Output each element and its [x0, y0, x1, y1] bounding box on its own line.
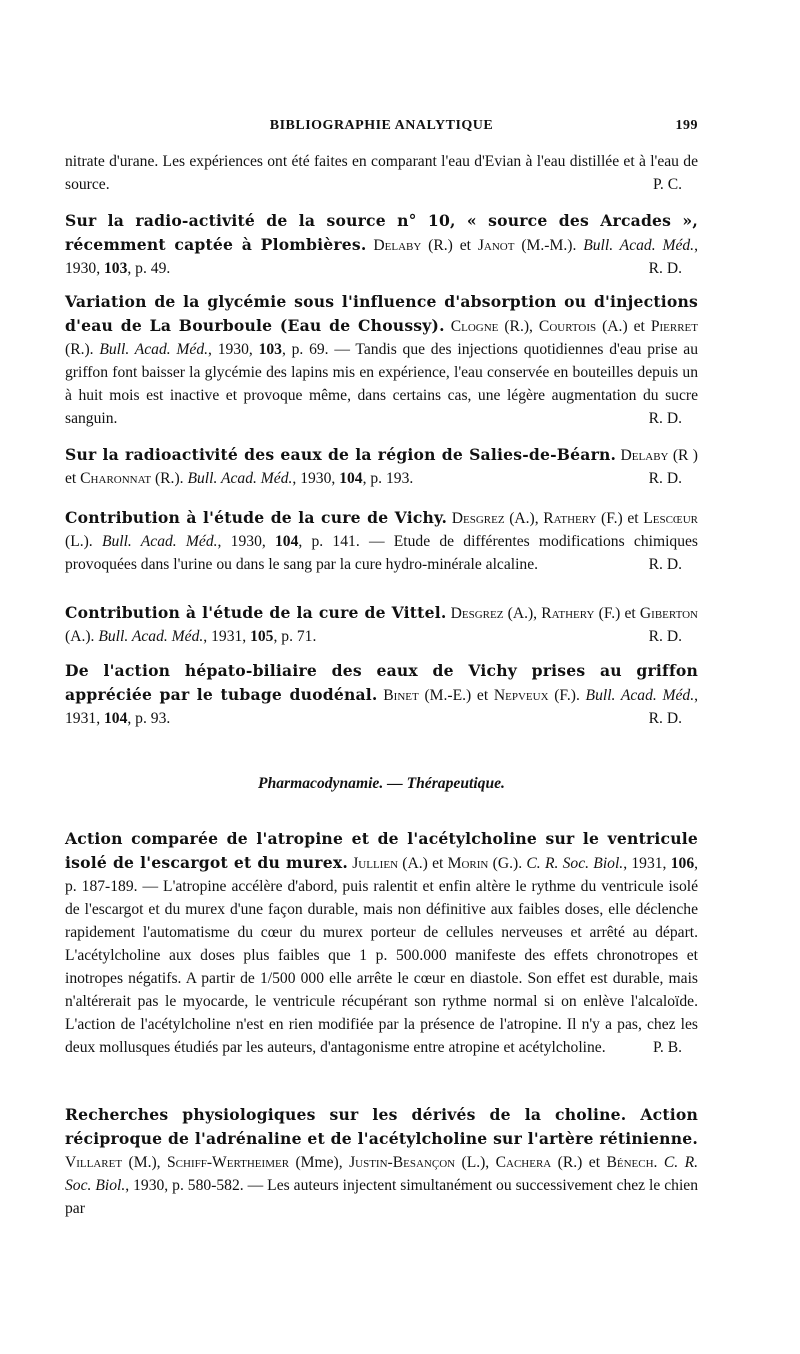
author-initials: (R.),	[498, 318, 539, 335]
author-initials: (R.) et	[421, 237, 478, 254]
author: Justin-Besançon	[349, 1154, 456, 1171]
author-initials: (A.) et	[596, 318, 651, 335]
author: Desgrez	[450, 605, 504, 622]
author-initials: (A.) et	[398, 855, 448, 872]
entry-1	[65, 209, 698, 280]
entry-title: Variation de la glycémie sous l'influence d'absorption ou d'injections d'eau de La Bourboule (Eau de Choussy).	[65, 292, 698, 335]
author-initials: (F.).	[548, 687, 586, 704]
entry-title: De l'action hépato-biliaire des eaux de Vichy prises au griffon appréciée par le tubage duodénal.	[65, 661, 698, 704]
author: Binet	[383, 687, 419, 704]
entry-4	[65, 506, 698, 576]
volume: 103	[258, 341, 282, 358]
volume: 104	[339, 470, 363, 487]
author: Nepveux	[493, 687, 549, 704]
author: Bénech	[606, 1154, 654, 1171]
entry-title: Contribution à l'étude de la cure de Vichy.	[65, 508, 448, 527]
volume: 104	[103, 710, 128, 727]
author-initials: (F.) et	[596, 510, 644, 527]
journal: Bull. Acad. Méd.	[98, 628, 204, 645]
pages: , p. 141. — Etude de différentes modifications chimiques provoquées dans l'urine ou dans le sang par la cure hydro-minérale alcaline.	[65, 533, 698, 573]
journal: Bull. Acad. Méd.	[99, 341, 209, 358]
year: , 1930,	[65, 237, 698, 277]
year: , 1930, p. 580-582.	[125, 1177, 244, 1194]
pages: — Les auteurs injectent simultanément ou successivement chez le chien par	[65, 1177, 699, 1217]
entry-signature: P. C.	[652, 176, 682, 193]
entry-0	[65, 150, 698, 196]
author: Janot	[477, 237, 515, 254]
author-initials: (L.),	[455, 1154, 496, 1171]
year: , 1930,	[292, 470, 340, 487]
year: , 1930,	[208, 341, 259, 358]
section-heading: Pharmacodynamie. — Thérapeutique.	[258, 775, 505, 792]
volume: 104	[274, 533, 299, 550]
year: , 1931,	[65, 687, 699, 727]
pages: , p. 71.	[273, 628, 317, 645]
author: Villaret	[65, 1154, 123, 1171]
journal: C. R. Soc. Biol.	[526, 855, 624, 872]
journal: Bull. Acad. Méd.	[585, 687, 695, 704]
volume: 103	[103, 260, 128, 277]
journal: Bull. Acad. Méd.	[101, 533, 218, 550]
entry-3	[65, 443, 698, 490]
volume: 105	[250, 628, 274, 645]
author-initials: (M.),	[122, 1154, 167, 1171]
entry-5	[65, 601, 698, 648]
entry-title: Sur la radioactivité des eaux de la région de Salies-de-Béarn.	[65, 445, 617, 464]
author-initials: (G.).	[488, 855, 527, 872]
entry-signature: R. D.	[648, 410, 682, 427]
author: Charonnat	[80, 470, 152, 487]
author: Rathery	[543, 510, 597, 527]
author-initials: (F.) et	[594, 605, 640, 622]
page-number: 199	[675, 118, 698, 133]
entry-2	[65, 290, 698, 430]
header-title: BIBLIOGRAPHIE ANALYTIQUE	[269, 118, 494, 133]
pages: , p. 93.	[127, 710, 171, 727]
author-initials: .	[653, 1154, 664, 1171]
entry-title: Sur la radio-activité de la source n° 10, « source des Arcades », récemment captée à Plombières.	[65, 211, 698, 254]
author-initials: (Mme),	[289, 1154, 350, 1171]
journal: Bull. Acad. Méd.	[583, 237, 695, 254]
author: Schiff-Wertheimer	[166, 1154, 290, 1171]
author-initials: (R.).	[151, 470, 188, 487]
entry-signature: R. D.	[648, 556, 682, 573]
entry-signature: R. D.	[648, 470, 682, 487]
entry-title: Recherches physiologiques sur les dérivés de la choline. Action réciproque de l'adrénaline et de l'acétylcholine sur l'artère rétinienne.	[65, 1105, 698, 1148]
author: Clogne	[450, 318, 499, 335]
year: , 1931,	[623, 855, 671, 872]
author: Jullien	[352, 855, 399, 872]
author-initials: (A.),	[503, 605, 542, 622]
journal: C. R. Soc. Biol.	[65, 1154, 699, 1194]
author: Courtois	[538, 318, 597, 335]
author: Rathery	[541, 605, 595, 622]
entry-signature: R. D.	[648, 260, 682, 277]
entry-title: Action comparée de l'atropine et de l'acétylcholine sur le ventricule isolé de l'escargot et du murex.	[65, 829, 698, 872]
author-initials: (A.),	[504, 510, 544, 527]
entry-signature: R. D.	[648, 710, 682, 727]
entry-signature: R. D.	[648, 628, 682, 645]
author: Pierret	[650, 318, 698, 335]
entry-8	[65, 1103, 698, 1220]
entry-text: nitrate d'urane. Les expériences ont été faites en comparant l'eau d'Evian à l'eau distillée et à l'eau de source.	[65, 153, 698, 193]
entry-7	[65, 827, 698, 1059]
entry-6	[65, 659, 698, 730]
volume: 106	[670, 855, 695, 872]
entry-signature: P. B.	[652, 1039, 682, 1056]
author: Morin	[447, 855, 489, 872]
author: Desgrez	[451, 510, 505, 527]
author: Cachera	[495, 1154, 552, 1171]
pages: , p. 193.	[362, 470, 414, 487]
author-initials: (A.).	[65, 628, 99, 645]
entry-title: Contribution à l'étude de la cure de Vittel.	[65, 603, 447, 622]
author-initials: (R.).	[65, 341, 100, 358]
pages: , p. 187-189. — L'atropine accélère d'abord, puis ralentit et enfin altère le rythme du ventricule isolé de l'escargot et du murex d'une façon durable, mais non définitive aux faibles doses, elle déclenche rapidement l'automatisme du cœur du murex porteur de cellules nerveuses et arrêté au départ. L'acétylcholine aux doses plus faibles que 1 p. 500.000 manifeste des effets chronotropes et inotropes négatifs. A partir de 1/500 000 elle arrête le cœur en diastole. Son effet est durable, mais n'altérerait pas le myocarde, le ventricule récupérant son rythme normal si on enlève l'alcaloïde. L'action de l'acétylcholine n'est en rien modifiée par la présence de l'atropine. Il n'y a pas, chez les deux mollusques étudiés par les auteurs, d'antagonisme entre atropine et acétylcholine.	[65, 855, 699, 1056]
year: , 1931,	[203, 628, 251, 645]
author-initials: (L.).	[65, 533, 102, 550]
author-initials: (R ) et	[65, 447, 698, 487]
author: Delaby	[373, 237, 422, 254]
year: , 1930,	[217, 533, 275, 550]
author: Giberton	[639, 605, 698, 622]
author: Delaby	[620, 447, 669, 464]
author-initials: (M.-E.) et	[418, 687, 494, 704]
author-initials: (M.-M.).	[514, 237, 584, 254]
pages: , p. 69. — Tandis que des injections quotidiennes d'eau prise au griffon font baisser la glycémie des lapins mis en expérience, l'eau conservée en bouteilles depuis un à huit mois est inactive et provoque même, dans certains cas, une légère augmentation du sucre sanguin.	[65, 341, 699, 427]
author-initials: (R.) et	[551, 1154, 607, 1171]
author: Lescœur	[643, 510, 698, 527]
running-header	[65, 118, 698, 138]
pages: , p. 49.	[127, 260, 171, 277]
journal: Bull. Acad. Méd.	[187, 470, 293, 487]
